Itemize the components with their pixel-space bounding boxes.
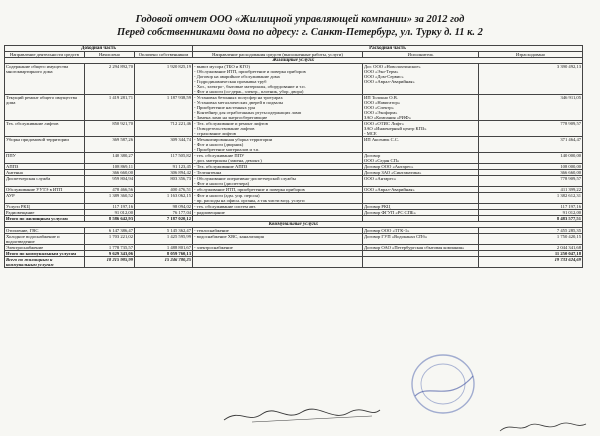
paid-amount: 309 344,74 <box>135 137 193 153</box>
contractor-line: ИП Аксенюк С.С. <box>364 137 400 142</box>
col-header: Исполнитель <box>363 52 479 58</box>
accrued-amount: 478 466,56 <box>85 187 135 193</box>
total-label: Итого по жилищным услугам <box>5 216 85 222</box>
contractor-line: Договор ГУП «Водоканал СПб» <box>364 234 428 239</box>
expense-description-line: - Механизированная уборка территории <box>194 137 273 142</box>
accrued-amount: 108 869,11 <box>85 164 135 170</box>
contractor-line: ИП Толокно О.В. <box>364 95 398 100</box>
communal-services-heading: Коммунальные услуги: <box>5 222 583 228</box>
expense-description-line: - радиовещание <box>194 210 225 215</box>
contractor <box>363 137 479 153</box>
expense-description-line: - обслуживание ИТП, приобретение и поверка приборов <box>194 187 305 192</box>
paid-amount: 306 894,42 <box>135 170 193 176</box>
expense-description-line: - Освидетельствование лифтов <box>194 126 255 131</box>
expense-description-line: - Замена ламп на энергосберегающие <box>194 115 268 120</box>
expense-description-line: - Гидродинамическая промывка труб <box>194 79 267 84</box>
expense-section-header: Расходная часть <box>193 46 583 52</box>
accrued-amount: 366 660,00 <box>85 170 135 176</box>
signature-scribble <box>222 404 382 426</box>
expense-description-line: - Приобретение материалов и т.п. <box>194 147 260 152</box>
signature-scribble-2 <box>498 420 588 434</box>
contractor-line: ООО «Эко-Терм» <box>364 69 399 74</box>
spent-amount: 346 911,05 <box>479 95 583 121</box>
table-row <box>5 193 583 204</box>
contractor-line: ООО «Спектр» <box>364 105 394 110</box>
contractor <box>363 153 479 164</box>
accrued-amount: 117 197,16 <box>85 204 135 210</box>
total-empty <box>193 257 363 268</box>
spent-amount: 778 909,57 <box>479 176 583 187</box>
expense-description <box>193 64 363 95</box>
expense-description-line: - Фот и налоги (диспетчера) <box>194 181 250 186</box>
spent-amount: 411 399,22 <box>479 187 583 193</box>
spent-amount: 3 390 492,13 <box>479 64 583 95</box>
spent-amount: 1 750 420,15 <box>479 234 583 245</box>
expense-description <box>193 193 363 204</box>
expense-description-line: - водоснабжение ХВС, канализация <box>194 234 264 239</box>
expense-description-line: - теплоснабжение <box>194 228 229 233</box>
contractor <box>363 193 479 204</box>
contractor-line: Договор ООО «Антарес» <box>364 164 414 169</box>
contractor-line: ООО «Антарес» <box>364 176 397 181</box>
expense-description <box>193 153 363 164</box>
contractor <box>363 121 479 137</box>
accrued-amount: 1 389 360,52 <box>85 193 135 204</box>
paid-amount: 5 145 362,47 <box>135 228 193 234</box>
expense-description-line: - Телеантенна <box>194 170 222 175</box>
expense-description <box>193 176 363 187</box>
contractor <box>363 176 479 187</box>
paid-amount: 98 094,02 <box>135 204 193 210</box>
expense-description-line: - Обслуживание ИТП, приобретение и поверка приборов <box>194 69 306 74</box>
total-spent: 8 483 577,51 <box>479 216 583 222</box>
contractor-line: Договор ОАО «Петербургская сбытовая компания» <box>364 245 465 250</box>
table-row <box>5 95 583 121</box>
expense-description-line: - Тех. обслуживание и ремонт лифтов <box>194 121 268 126</box>
paid-amount: 1 920 825,19 <box>135 64 193 95</box>
report-subtitle: Перед собственниками дома по адресу: г. Санкт-Петербург, ул. Турку д. 11 к. 2 <box>117 27 483 38</box>
spent-amount: 108 000,00 <box>479 164 583 170</box>
expense-description-line: - Фот и налоги (адм. упр. персон) <box>194 193 260 198</box>
accrued-amount: 369 587,26 <box>85 137 135 153</box>
spent-amount: 1 382 612,31 <box>479 193 583 204</box>
paid-amount: 91 123,45 <box>135 164 193 170</box>
contractor-line: ООО «ОТИС Лифт» <box>364 121 404 126</box>
paid-amount: 1 488 801,67 <box>135 245 193 251</box>
service-name: Уборка придомовой территории <box>5 137 85 153</box>
paid-amount: 1 163 062,15 <box>135 193 193 204</box>
contractor-line: Договор РКЦ <box>364 204 391 209</box>
total-accrued: 9 629 343,06 <box>85 251 135 257</box>
contractor-line: Договор ООО «ТГК-1» <box>364 228 410 233</box>
contractor-line: Договор ФГУП «РС СПБ» <box>364 210 416 215</box>
service-name: Диспетчерская служба <box>5 176 85 187</box>
total-spent: 11 250 047,18 <box>479 251 583 257</box>
contractor <box>363 245 479 251</box>
table-row <box>5 137 583 153</box>
expense-description-line: - тех. обслуживание систем авт. <box>194 204 256 209</box>
report-title: Годовой отчет ООО «Жилищной управляющей компании» за 2012 год <box>135 14 465 25</box>
contractor-line: ЗАО «Компания «РИФ» <box>364 115 411 120</box>
expense-description-line: - вывоз мусора (ТБО и КГО) <box>194 64 250 69</box>
service-name: Обслуживание УУТЭ в ИТП <box>5 187 85 193</box>
expense-description-line: - Установка бетонных полусфер на тротуарах <box>194 95 283 100</box>
spent-amount: 91 012,00 <box>479 210 583 216</box>
contractor-line: ООО «Дом-Сервис» <box>364 74 404 79</box>
housing-services-heading: Жилищные услуги: <box>5 58 583 64</box>
service-name: Радиовещание <box>5 210 85 216</box>
total-label: Всего по жилищным и коммунальным услугам <box>5 257 85 268</box>
expense-description-line: - тех. обслуживание ППУ <box>194 153 245 158</box>
contractor-line: ООО «Экоформ» <box>364 110 398 115</box>
accrued-amount: 2 294 892,70 <box>85 64 135 95</box>
expense-description-line: - Фот и налоги (дворник) <box>194 142 244 147</box>
service-name: Текущий ремонт общего имущества дома <box>5 95 85 121</box>
total-label: Итого по коммунальным услугам <box>5 251 85 257</box>
expense-description <box>193 137 363 153</box>
expense-description-line: - страхование лифтов <box>194 131 236 136</box>
paid-amount: 1 425 595,99 <box>135 234 193 245</box>
company-stamp <box>409 352 477 416</box>
contractor <box>363 234 479 245</box>
col-header: Направление расходования средств (выполненные работы, услуги) <box>193 52 363 58</box>
expense-description-line: - Фот и налоги (со-держ., электр., плотник, убор. двора) <box>194 89 304 94</box>
contractor <box>363 95 479 121</box>
paid-amount: 1 187 938,59 <box>135 95 193 121</box>
table-row <box>5 176 583 187</box>
paid-amount: 117 505,82 <box>135 153 193 164</box>
accrued-amount: 1 703 221,02 <box>85 234 135 245</box>
total-empty <box>363 257 479 268</box>
contractor-line: ООО «Аврал-Аварийная» <box>364 79 415 84</box>
accrued-amount: 1 778 735,57 <box>85 245 135 251</box>
expense-description-line: - Контейнер для отработанных ртутьсодержащих ламп <box>194 110 302 115</box>
contractor-line: Дог. ООО «Новолахтинское» <box>364 64 421 69</box>
accrued-amount: 140 380,27 <box>85 153 135 164</box>
table-row <box>5 64 583 95</box>
accrued-amount: 6 147 386,47 <box>85 228 135 234</box>
expense-description <box>193 234 363 245</box>
expense-description-line: - доп. материалы (замена, демонт.) <box>194 158 262 163</box>
expense-description-line: - пр. расходы на офисн. органы, а так чисти возд. услуги <box>194 198 305 203</box>
service-name: Содержание общего имущества многоквартирного дома <box>5 64 85 95</box>
contractor-line: ООО «Навигатор» <box>364 100 401 105</box>
service-name: АУР <box>5 193 85 204</box>
spent-amount: 117 197,16 <box>479 204 583 210</box>
contractor-line: Договор <box>364 153 381 158</box>
contractor-line: - МСЕ <box>364 131 377 136</box>
spent-amount: 778 909,57 <box>479 121 583 137</box>
accrued-amount: 850 921,70 <box>85 121 135 137</box>
service-name: Услуги РКЦ <box>5 204 85 210</box>
expense-description <box>193 121 363 137</box>
service-name: Отопление, ГВС <box>5 228 85 234</box>
total-accrued: 18 215 985,99 <box>85 257 135 268</box>
expense-description-line: - Установка металлических дверей в подвалы <box>194 100 283 105</box>
paid-amount: 803 356,73 <box>135 176 193 187</box>
service-name: Антенна <box>5 170 85 176</box>
accrued-amount: 959 804,94 <box>85 176 135 187</box>
spent-amount: 366 660,00 <box>479 170 583 176</box>
expense-description-line: - Тех. обслуживание АППЗ <box>194 164 248 169</box>
table-row <box>5 234 583 245</box>
service-name: Тех. обслуживание лифтов <box>5 121 85 137</box>
col-header: Оплачено собственником <box>135 52 193 58</box>
contractor <box>363 64 479 95</box>
col-header: Начислено <box>85 52 135 58</box>
expense-description-line: - Договор на аварийное обслуживание дома <box>194 74 280 79</box>
col-header: Израсходовано <box>479 52 583 58</box>
report-table <box>4 45 583 268</box>
spent-amount: 371 464,47 <box>479 137 583 153</box>
col-header: Направление деятельности средств <box>5 52 85 58</box>
table-row <box>5 121 583 137</box>
accrued-amount: 1 419 281,71 <box>85 95 135 121</box>
table-row <box>5 153 583 164</box>
paid-amount: 712 221,46 <box>135 121 193 137</box>
contractor-line: Договор ЗАО «Синтаматика» <box>364 170 422 175</box>
paid-amount: 400 476,51 <box>135 187 193 193</box>
expense-description <box>193 95 363 121</box>
total-paid: 7 187 020,12 <box>135 216 193 222</box>
total-spent: 19 733 624,69 <box>479 257 583 268</box>
total-paid: 15 246 780,25 <box>135 257 193 268</box>
contractor-line: ЗАО «Инженерный центр КПЗ» <box>364 126 427 131</box>
service-name: ППУ <box>5 153 85 164</box>
spent-amount: 140 000,00 <box>479 153 583 164</box>
contractor-line: ООО «Седан СП» <box>364 158 400 163</box>
paid-amount: 76 177,04 <box>135 210 193 216</box>
service-name: АППЗ <box>5 164 85 170</box>
expense-description-line: - Приобретение настенных урн <box>194 105 255 110</box>
service-name: Холодное водоснабжение и водоотведение <box>5 234 85 245</box>
total-row <box>5 257 583 268</box>
spent-amount: 7 455 285,35 <box>479 228 583 234</box>
income-section-header: Доходная часть <box>5 46 193 52</box>
contractor-line: ООО «Аврал-Аварийная» <box>364 187 415 192</box>
total-paid: 8 059 760,13 <box>135 251 193 257</box>
expense-description-line: - электроснабжение <box>194 245 233 250</box>
expense-description-line: - Хоз., электро-, бытовые материалы, оборудование и т.п. <box>194 84 306 89</box>
spent-amount: 2 044 341,68 <box>479 245 583 251</box>
expense-description-line: - Обслуживание оперативно-диспетчерской службы <box>194 176 296 181</box>
accrued-amount: 91 012,00 <box>85 210 135 216</box>
service-name: Электроснабжение <box>5 245 85 251</box>
total-accrued: 8 586 642,93 <box>85 216 135 222</box>
